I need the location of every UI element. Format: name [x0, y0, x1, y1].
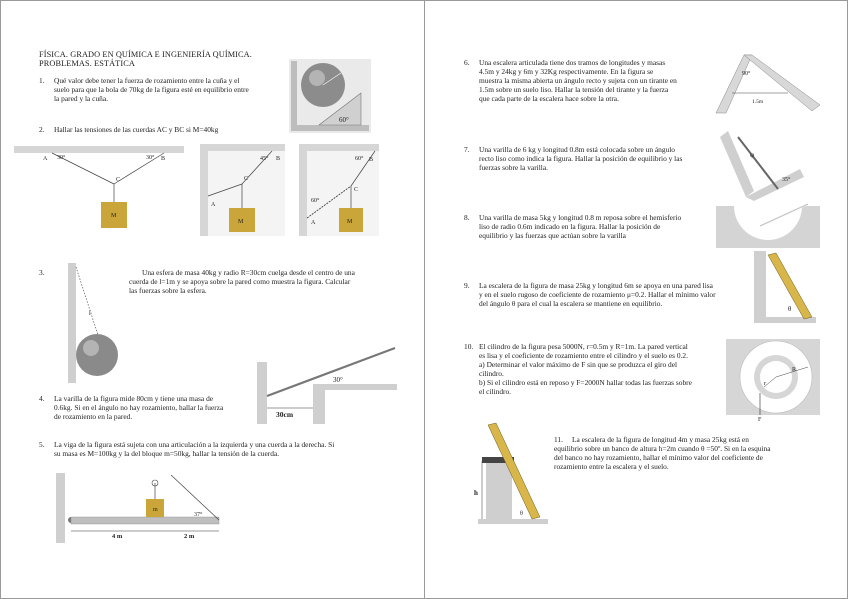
problem-7-line-2: recto liso como indica la figura. Hallar la posición de equilibrio y las [479, 154, 683, 163]
problem-1-line-1: Qué valor debe tener la fuerza de rozamiento entre la cuña y el [54, 76, 240, 85]
problem-3-number: 3. [39, 268, 45, 277]
problem-2-figure-c [299, 144, 379, 236]
problem-7-number: 7. [464, 145, 470, 154]
problem-11-figure [474, 421, 548, 525]
problem-6-line-4: 1.5m sobre un suelo liso. Hallar la tensión del tirante y la fuerza [479, 85, 669, 94]
problem-8-figure [716, 206, 820, 248]
problem-6-number: 6. [464, 58, 470, 67]
svg-text:35°: 35° [782, 177, 791, 183]
problem-9-number: 9. [464, 281, 470, 290]
problem-9-line-3: del ángulo θ para el cual la escalera se mantiene en equilibrio. [479, 299, 663, 308]
problem-2-figure-b [200, 144, 285, 236]
svg-text:30°: 30° [146, 155, 155, 161]
problem-10-line-4: cilindro. [479, 369, 504, 378]
problem-1-figure [289, 59, 371, 133]
svg-text:60°: 60° [339, 116, 349, 124]
problem-11-line-3: del banco no hay rozamiento, hallar el mínimo valor del coeficiente de [554, 453, 763, 462]
problem-1-number: 1. [39, 76, 45, 85]
svg-text:θ: θ [520, 511, 523, 517]
problem-5-figure [56, 473, 228, 543]
problem-10-number: 10. [464, 342, 474, 351]
problem-2-number: 2. [39, 125, 45, 134]
svg-text:B: B [276, 156, 281, 162]
page-left[interactable] [1, 1, 425, 598]
problem-9-figure [754, 251, 816, 325]
problem-4-line-1: La varilla de la figura mide 80cm y tiene una masa de [54, 394, 214, 403]
svg-text:φ: φ [750, 151, 755, 159]
svg-text:r: r [764, 381, 766, 387]
problem-9-line-1: La escalera de la figura de masa 25kg y longitud 6m se apoya en una pared lisa [479, 281, 713, 290]
problem-7-figure [716, 129, 804, 201]
svg-text:30°: 30° [57, 155, 66, 161]
svg-text:C: C [354, 187, 359, 193]
problem-11-line-2: equilibrio sobre un banco de altura h=2m cuando θ =50º. Si en la esquina [554, 444, 771, 453]
problem-7-line-3: fuerzas sobre la varilla. [479, 163, 548, 172]
problem-10-line-3: a) Determinar el valor máximo de F sin que se produzca el giro del [479, 360, 678, 369]
svg-text:C: C [116, 177, 121, 183]
problem-3-line-2: cuerda de l=1m y se apoya sobre la pared como muestra la figura. Calcular [129, 277, 351, 286]
problem-5-line-1: La viga de la figura está sujeta con una articulación a la izquierda y una cuerda a la derecha. Si [54, 440, 335, 449]
problem-10-figure [726, 339, 820, 421]
problem-6-line-3: muestra la misma abierta un ángulo recto y sujeta con un tirante en [479, 76, 677, 85]
problem-11-number: 11. [554, 435, 563, 444]
svg-text:B: B [369, 157, 374, 163]
problem-6-line-2: 4.5m y 24kg y 6m y 32Kg respectivamente. En la figura se [479, 67, 654, 76]
svg-text:M: M [238, 219, 244, 225]
svg-text:60°: 60° [355, 156, 364, 162]
svg-text:l: l [89, 311, 91, 317]
problem-4-line-3: de rozamiento en la pared. [54, 412, 133, 421]
svg-text:2 m: 2 m [184, 533, 195, 540]
svg-text:M: M [347, 219, 353, 225]
problem-8-number: 8. [464, 213, 470, 222]
svg-text:h: h [474, 489, 478, 497]
svg-text:30cm: 30cm [276, 410, 294, 419]
problem-11-line-4: rozamiento entre la escalera y el suelo. [554, 462, 669, 471]
problem-4-figure [257, 346, 397, 426]
problem-3-line-1: Una esfera de masa 40kg y radio R=30cm cuelga desde el centro de una [142, 268, 355, 277]
problem-6-line-1: Una escalera articulada tiene dos tramos de longitudes y masas [479, 58, 666, 67]
problem-10-line-1: El cilindro de la figura pesa 5000N, r=0.5m y R=1m. La pared vertical [479, 342, 688, 351]
svg-text:1.5m: 1.5m [752, 99, 764, 105]
problem-6-figure [712, 53, 824, 115]
problem-11-line-1: La escalera de la figura de longitud 4m y masa 25kg está en [572, 435, 749, 444]
problem-4-number: 4. [39, 394, 45, 403]
svg-text:4 m: 4 m [112, 533, 123, 540]
problem-2-line-1: Hallar las tensiones de las cuerdas AC y BC si M=40kg [54, 125, 219, 134]
problem-2-figure-a [14, 144, 184, 236]
problem-9-line-2: y en el suelo rugoso de coeficiente de rozamiento μ=0.2. Hallar el mínimo valor [479, 290, 716, 299]
svg-text:A: A [211, 202, 216, 208]
problem-10-line-6: el cilindro. [479, 387, 512, 396]
problem-1-line-3: la pared y la cuña. [54, 94, 108, 103]
problem-6-line-5: que cada parte de la escalera hace sobre la otra. [479, 94, 619, 103]
svg-text:M: M [111, 213, 117, 219]
svg-text:37°: 37° [194, 512, 203, 518]
svg-text:60°: 60° [311, 198, 320, 204]
problem-1-line-2: suelo para que la bola de 70kg de la figura esté en equilibrio entre [54, 85, 249, 94]
svg-text:A: A [311, 220, 316, 226]
problem-10-line-2: es lisa y el coeficiente de rozamiento entre el cilindro y el suelo es 0.2. [479, 351, 688, 360]
header-line-1: FÍSICA. GRADO EN QUÍMICA E INGENIERÍA QUÍMICA. [39, 50, 252, 59]
svg-text:B: B [161, 156, 166, 162]
problem-4-line-2: 0.6kg. Si en el ángulo no hay rozamiento, hallar la fuerza [54, 403, 224, 412]
header-line-2: PROBLEMAS. ESTÁTICA [39, 59, 135, 68]
problem-3-figure [68, 263, 120, 383]
problem-7-line-1: Una varilla de 6 kg y longitud 0.8m está colocada sobre un ángulo [479, 145, 676, 154]
svg-text:R: R [792, 367, 797, 373]
svg-text:45°: 45° [260, 156, 269, 162]
problem-8-line-1: Una varilla de masa 5kg y longitud 0.8 m reposa sobre el hemisferio [479, 213, 682, 222]
svg-text:C: C [244, 176, 249, 182]
svg-text:30°: 30° [333, 376, 343, 384]
problem-5-line-2: su masa es M=100kg y la del bloque m=50kg, hallar la tensión de la cuerda. [54, 449, 280, 458]
problem-3-line-3: las fuerzas sobre la esfera. [129, 286, 207, 295]
problem-5-number: 5. [39, 440, 45, 449]
svg-text:F: F [758, 417, 762, 423]
svg-text:m: m [153, 507, 158, 513]
problem-10-line-5: b) Si el cilindro está en reposo y F=2000N hallar todas las fuerzas sobre [479, 378, 692, 387]
page-right[interactable] [426, 1, 847, 598]
svg-text:θ: θ [788, 305, 792, 313]
problem-8-line-2: liso de radio 0.6m indicado en la figura. Hallar la posición de [479, 222, 661, 231]
svg-text:A: A [43, 156, 48, 162]
problem-8-line-3: equilibrio y las fuerzas que actúan sobre la varilla [479, 231, 626, 240]
svg-text:90°: 90° [742, 71, 751, 77]
